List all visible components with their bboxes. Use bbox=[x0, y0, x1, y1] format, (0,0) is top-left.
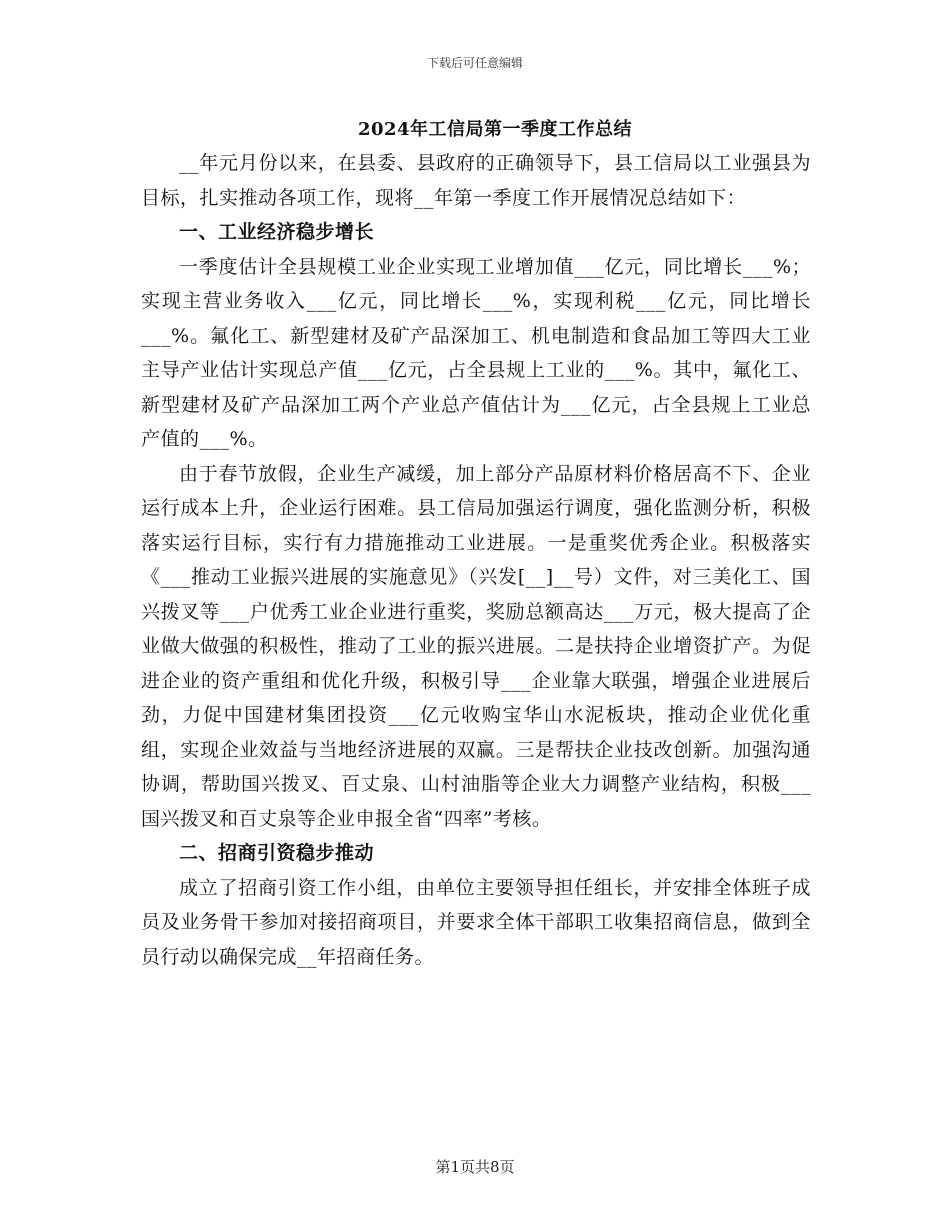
section-heading-investment: 二、招商引资稳步推动 bbox=[179, 842, 375, 864]
page-header-note: 下载后可任意编辑 bbox=[426, 56, 523, 70]
industry-paragraph-1: 一季度估计全县规模工业企业实现工业增加值___亿元，同比增长___%；实现主营业务收入___亿元，同比增长___%，实现利税___亿元，同比增长___%。氟化工、新型建材及矿产品深加工、机电制造和食品加工等四大工业主导产业估计实现总产值___亿元，占全县规上工业的___%。其中，氟化工、新型建材及矿产品深加工两个产业总产值估计为___亿元，占全县规上工业总产值的___%。 bbox=[141, 255, 811, 450]
document-title: 2024年工信局第一季度工作总结 bbox=[357, 119, 633, 140]
section-heading-industry: 一、工业经济稳步增长 bbox=[179, 221, 375, 243]
page-number: 第1页共8页 bbox=[435, 1158, 515, 1176]
investment-paragraph-1: 成立了招商引资工作小组，由单位主要领导担任组长，并安排全体班子成员及业务骨干参加对接招商项目，并要求全体干部职工收集招商信息，做到全员行动以确保完成__年招商任务。 bbox=[141, 876, 811, 968]
document-body bbox=[141, 146, 811, 974]
intro-paragraph: __年元月份以来，在县委、县政府的正确领导下，县工信局以工业强县为目标，扎实推动各项工作，现将__年第一季度工作开展情况总结如下： bbox=[141, 152, 811, 209]
industry-paragraph-2: 由于春节放假，企业生产减缓，加上部分产品原材料价格居高不下、企业运行成本上升，企业运行困难。县工信局加强运行调度，强化监测分析，积极落实运行目标，实行有力措施推动工业进展。一是重奖优秀企业。积极落实《___推动工业振兴进展的实施意见》（兴发[__]__号）文件，对三美化工、国兴拨叉等___户优秀工业企业进行重奖，奖励总额高达___万元，极大提高了企业做大做强的积极性，推动了工业的振兴进展。二是扶持企业增资扩产。为促进企业的资产重组和优化升级，积极引导___企业靠大联强，增强企业进展后劲，力促中国建材集团投资___亿元收购宝华山水泥板块，推动企业优化重组，实现企业效益与当地经济进展的双赢。三是帮扶企业技改创新。加强沟通协调，帮助国兴拨叉、百丈泉、山村油脂等企业大力调整产业结构，积极___国兴拨叉和百丈泉等企业申报全省“四率”考核。 bbox=[141, 462, 811, 830]
